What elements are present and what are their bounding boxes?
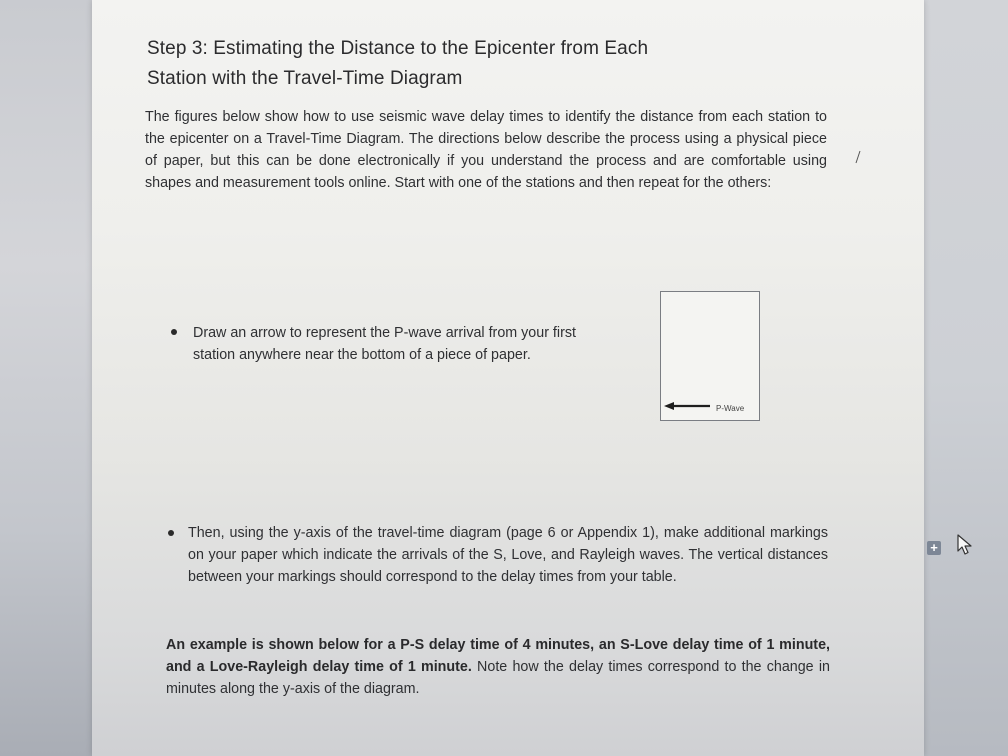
add-comment-icon[interactable]: + bbox=[927, 541, 941, 555]
example-paragraph bbox=[166, 634, 830, 700]
p-wave-label: P-Wave bbox=[716, 404, 745, 413]
section-title-line2: Station with the Travel-Time Diagram bbox=[147, 68, 463, 89]
example-bold-text: An example is shown below for a P-S delay time of 4 minutes, an S-Love delay time of 1 minute, and a Love-Rayleigh delay time of 1 minute. bbox=[166, 637, 830, 675]
intro-paragraph: The figures below show how to use seismic wave delay times to identify the distance from each station to the epicenter on a Travel-Time Diagram. The directions below describe the process using a physical piece of paper, but this can be done electronically if you understand the process and are comfortable using shapes and measurement tools online. Start with one of the stations and then repeat for the others: bbox=[145, 109, 827, 191]
bullet-paragraph-2: Then, using the y-axis of the travel-time diagram (page 6 or Appendix 1), make additional markings on your paper which indicate the arrivals of the S, Love, and Rayleigh waves. The vertical distances between your markings should correspond to the delay times from your table. bbox=[188, 525, 828, 585]
right-margin-area bbox=[924, 0, 1008, 756]
bullet-icon bbox=[171, 329, 177, 335]
example-regular-text: Note how the delay times correspond to the change in minutes along the y-axis of the diagram. bbox=[166, 659, 830, 697]
section-title-line1: Step 3: Estimating the Distance to the Epicenter from Each bbox=[147, 38, 649, 59]
p-wave-arrow-icon bbox=[664, 401, 710, 411]
pen-mark-icon bbox=[855, 150, 861, 164]
mouse-pointer-icon bbox=[955, 533, 975, 557]
bullet-icon bbox=[168, 530, 174, 536]
bullet-paragraph-1: Draw an arrow to represent the P-wave arrival from your first station anywhere near the bottom of a piece of paper. bbox=[193, 325, 576, 363]
